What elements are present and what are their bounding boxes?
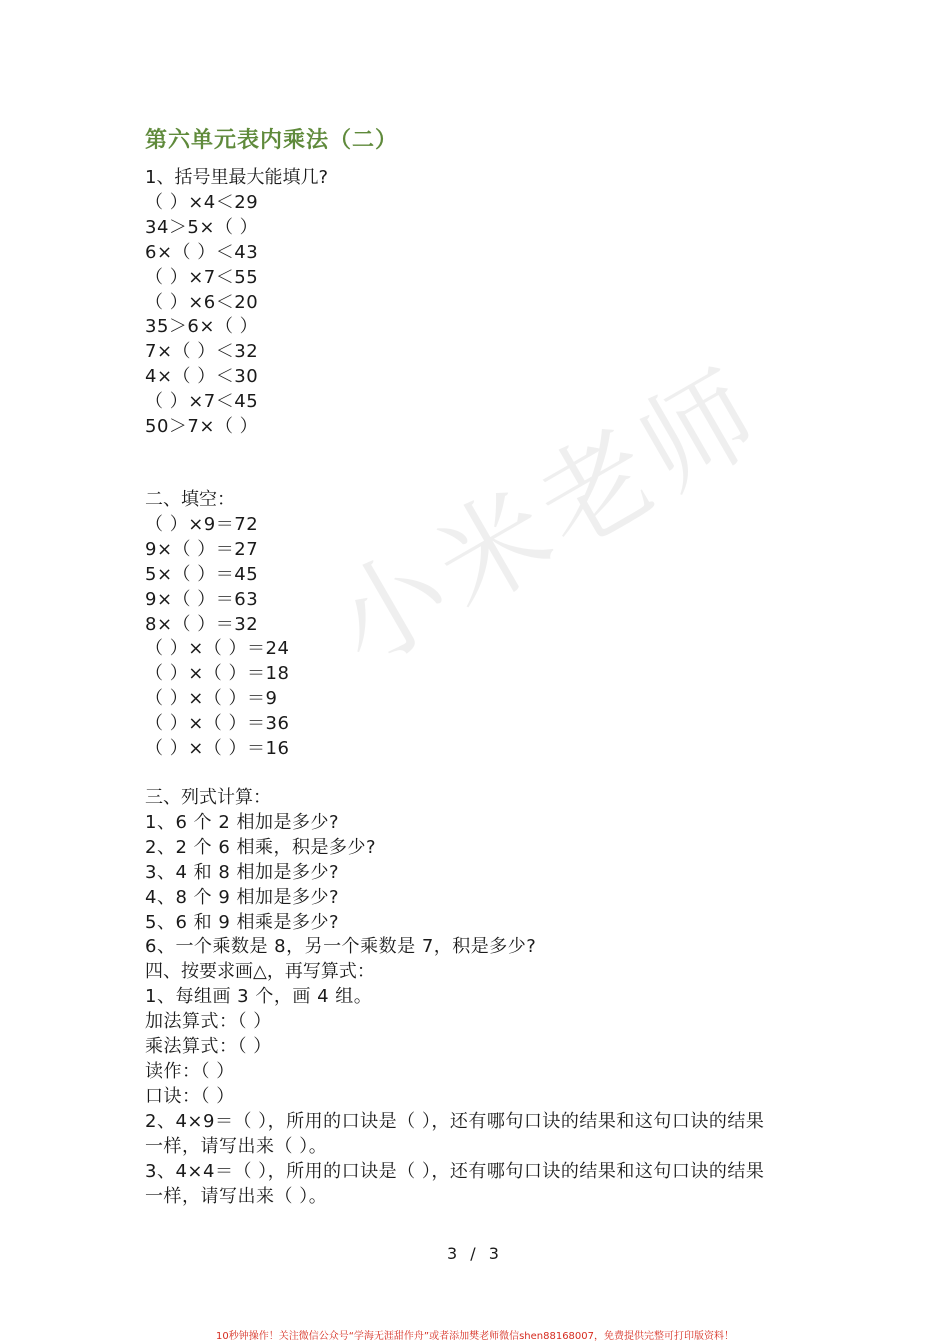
- list-item: 一样，请写出来（ ）。: [145, 1185, 328, 1207]
- section-1-heading: 1、括号里最大能填几?: [145, 167, 329, 188]
- section-3-list: [145, 811, 764, 960]
- section-2-heading: 二、填空：: [145, 489, 235, 510]
- section-3: [145, 786, 764, 1209]
- list-item: 4、8 个 9 相加是多少?: [145, 886, 340, 908]
- list-item: 2、2 个 6 相乘，积是多少?: [145, 836, 377, 858]
- list-item: 口诀：（ ）: [145, 1085, 235, 1107]
- list-item: 50＞7×（ ）: [145, 416, 259, 438]
- list-item: 6×（ ）＜43: [145, 241, 259, 263]
- page-title: 第六单元表内乘法（二）: [145, 128, 399, 153]
- list-item: （ ）×7＜45: [145, 391, 259, 413]
- list-item: 8×（ ）＝32: [145, 613, 259, 635]
- list-item: 一样，请写出来（ ）。: [145, 1135, 328, 1157]
- list-item: 6、一个乘数是 8，另一个乘数是 7，积是多少?: [145, 936, 537, 958]
- section-1: [145, 166, 328, 440]
- list-item: （ ）×（ ）＝16: [145, 738, 290, 760]
- list-item: 加法算式：（ ）: [145, 1011, 272, 1033]
- list-item: 9×（ ）＝27: [145, 538, 259, 560]
- list-item: 3、4×4＝（ ），所用的口诀是（ ），还有哪句口诀的结果和这句口诀的结果: [145, 1160, 765, 1182]
- list-item: （ ）×（ ）＝24: [145, 638, 290, 660]
- list-item: 35＞6×（ ）: [145, 316, 259, 338]
- page-number: 3 / 3: [447, 1244, 503, 1263]
- list-item: （ ）×6＜20: [145, 291, 259, 313]
- section-3-heading: 三、列式计算：: [145, 787, 271, 808]
- list-item: 1、每组画 3 个，画 4 组。: [145, 986, 373, 1008]
- section-2-list: [145, 513, 289, 762]
- footer-notice: 10秒钟操作！关注微信公众号“学海无涯甜作舟”或者添加樊老师微信shen88168007，免费提供完整可打印版资料！: [215, 1331, 735, 1342]
- list-item: 乘法算式：（ ）: [145, 1036, 272, 1058]
- list-item: （ ）×（ ）＝9: [145, 688, 278, 710]
- list-item: （ ）×（ ）＝18: [145, 663, 290, 685]
- list-item: （ ）×（ ）＝36: [145, 713, 290, 735]
- list-item: 9×（ ）＝63: [145, 588, 259, 610]
- list-item: 7×（ ）＜32: [145, 341, 259, 363]
- list-item: （ ）×4＜29: [145, 191, 259, 213]
- section-4-list: [145, 985, 764, 1209]
- watermark: 小米老师: [312, 344, 785, 692]
- list-item: 4×（ ）＜30: [145, 366, 259, 388]
- list-item: 1、6 个 2 相加是多少?: [145, 811, 340, 833]
- section-4-heading: 四、按要求画△，再写算式：: [145, 961, 375, 983]
- list-item: 34＞5×（ ）: [145, 216, 259, 238]
- list-item: （ ）×9＝72: [145, 513, 259, 535]
- list-item: 5×（ ）＝45: [145, 563, 259, 585]
- list-item: 读作：（ ）: [145, 1060, 235, 1082]
- section-2: [145, 488, 289, 762]
- list-item: 3、4 和 8 相加是多少?: [145, 861, 340, 883]
- section-1-list: [145, 191, 328, 440]
- list-item: 2、4×9＝（ ），所用的口诀是（ ），还有哪句口诀的结果和这句口诀的结果: [145, 1110, 765, 1132]
- list-item: 5、6 和 9 相乘是多少?: [145, 911, 340, 933]
- list-item: （ ）×7＜55: [145, 266, 259, 288]
